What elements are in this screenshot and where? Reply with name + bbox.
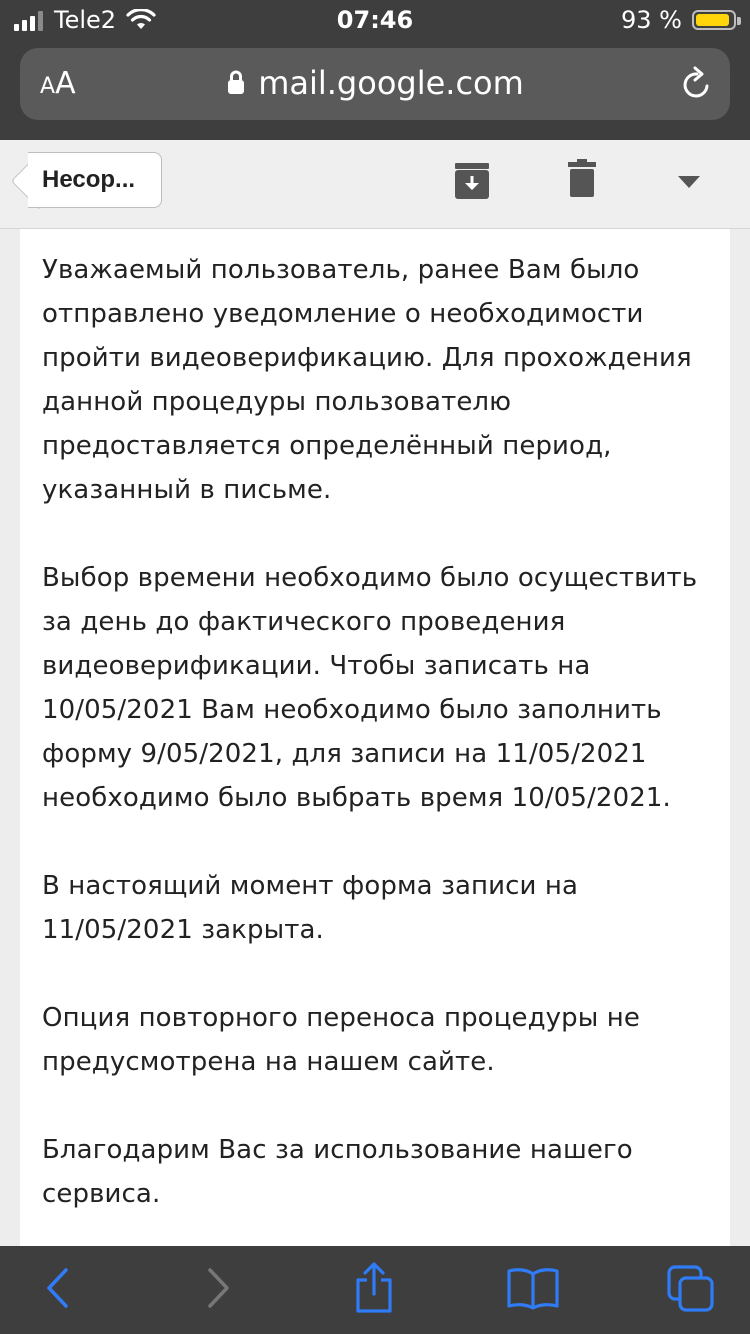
forward-icon[interactable] — [204, 1266, 232, 1310]
trash-icon[interactable] — [567, 158, 597, 198]
reload-icon[interactable] — [680, 66, 714, 102]
battery-percent: 93 % — [621, 6, 682, 34]
back-icon[interactable] — [44, 1266, 72, 1310]
message-paragraph: Выбор времени необходимо было осуществить за день до фактического проведения видеоверификации. Чтобы записать на 10/05/2021 Вам необходимо было заполнить форму 9/05/2021, для записи на 11/05/2021 необходимо было выбрать время 10/05/2021. — [42, 563, 698, 813]
browser-chrome — [0, 0, 750, 140]
lock-icon — [226, 69, 246, 95]
address-bar[interactable] — [20, 48, 730, 120]
tabs-icon[interactable] — [666, 1264, 716, 1314]
url-display[interactable] — [20, 64, 730, 102]
share-icon[interactable] — [352, 1262, 396, 1314]
message-paragraph: Уважаемый пользователь, ранее Вам было отправлено уведомление о необходимости пройти видеоверификацию. Для прохождения данной процедуры пользователю предоставляется определённый период, указанный в письме. — [42, 255, 692, 505]
message-body — [20, 229, 730, 1246]
gmail-toolbar — [0, 140, 750, 229]
battery-icon — [692, 10, 736, 30]
carrier-name: Tele2 — [54, 6, 117, 34]
message-paragraph: В настоящий момент форма записи на 11/05/2021 закрыта. — [42, 871, 579, 945]
back-button-label: Несор... — [42, 166, 136, 193]
status-time: 07:46 — [336, 6, 414, 34]
url-text: mail.google.com — [258, 64, 524, 102]
status-right — [621, 6, 736, 34]
dropdown-arrow-icon[interactable] — [678, 176, 700, 188]
archive-icon[interactable] — [452, 162, 492, 200]
safari-bottom-toolbar — [0, 1246, 750, 1334]
back-to-label-button[interactable] — [28, 152, 162, 208]
text-size-button[interactable]: AA — [40, 66, 76, 101]
message-paragraph: Благодарим Вас за использование нашего сервиса. — [42, 1135, 633, 1209]
message-paragraph: Опция повторного переноса процедуры не предусмотрена на нашем сайте. — [42, 1003, 640, 1077]
status-bar — [0, 0, 750, 40]
bookmarks-icon[interactable] — [506, 1266, 560, 1310]
